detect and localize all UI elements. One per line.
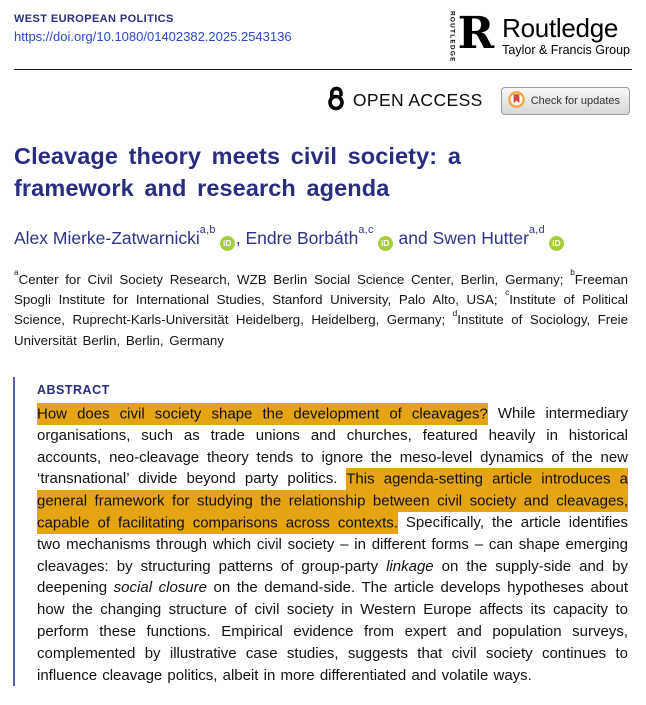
abstract-text — [37, 403, 628, 686]
affiliation-sup: d — [452, 308, 458, 318]
author-name: Endre Borbáth — [245, 228, 359, 249]
open-access-label: OPEN ACCESS — [352, 90, 483, 110]
affiliations — [14, 267, 628, 351]
author-affiliation-sup: a,c — [358, 223, 374, 236]
journal-block — [14, 13, 292, 46]
abstract-highlight: This agenda-setting article introduces a general framework for studying the relationship between civil society and cleavages, capable of facilitating comparisons across contexts. — [37, 468, 628, 534]
affiliation-text: Institute of Political Science, Ruprecht-Karls-Universität Heidelberg, Heidelberg, Germany; — [14, 292, 628, 328]
abstract-segment: on the demand-side. The article develops hypotheses about how the changing structure of civil society in Western Europe affects its capacity to perform these functions. Empirical evidence from expert and population surveys, complemented by illustrative case studies, suggests that civil society continues to influence cleavage politics, albeit in more differentiated and volatile ways. — [37, 579, 628, 684]
check-for-updates-label: Check for updates — [530, 94, 620, 107]
affiliation-text: Center for Civil Society Research, WZB Berlin Social Science Center, Berlin, Germany; — [18, 271, 571, 287]
journal-name: WEST EUROPEAN POLITICS — [14, 13, 174, 25]
orcid-icon[interactable]: iD — [220, 236, 235, 251]
publisher-name: Routledge — [502, 13, 619, 43]
affiliation-text: Institute of Sociology, Freie Universität Berlin, Berlin, Germany — [14, 312, 628, 348]
page-header — [0, 0, 646, 63]
orcid-icon[interactable]: iD — [378, 236, 393, 251]
article-title: Cleavage theory meets civil society: a framework and research agenda — [14, 143, 462, 202]
affiliation-text: Freeman Spogli Institute for International Studies, Stanford University, Palo Alto, USA; — [14, 271, 628, 308]
abstract-segment: Specifically, the article identifies two mechanisms through which civil society – in different forms – can shape emerging cleavages: by structuring patterns of group-party — [37, 514, 628, 575]
header-divider — [14, 69, 632, 70]
authors-line: Alex Mierke-Zatwarnicki$^{a,b}$iD , Endre Borbáth$^{a,c}$iD and Swen Hutter$^{a,d}$iD — [14, 224, 574, 252]
author-name: Swen Hutter — [432, 228, 529, 249]
abstract-highlight: How does civil society shape the development of cleavages? — [37, 403, 488, 425]
routledge-vertical-text: ROUTLEDGE — [448, 11, 456, 63]
access-row — [0, 85, 630, 116]
affiliation-sup: a — [14, 267, 19, 277]
check-for-updates-button[interactable] — [501, 87, 630, 115]
author-affiliation-sup: a,d — [528, 223, 545, 236]
author-name: Alex Mierke-Zatwarnicki — [14, 228, 200, 249]
publisher-logo — [448, 8, 630, 63]
publisher-group: Taylor & Francis Group — [502, 43, 630, 57]
routledge-r-mark: R — [457, 8, 495, 59]
abstract-segment: on the supply-side and by deepening — [37, 557, 628, 597]
publisher-names — [502, 11, 630, 57]
abstract-segment: linkage — [386, 557, 434, 575]
crossmark-icon — [508, 91, 525, 111]
affiliation-sup: b — [570, 267, 575, 277]
abstract-segment: While intermediary organisations, such as trade unions and churches, featured heavily in historical accounts, neo-cleavage theory tends to ignore the meso-level dynamics of the new ‘transnational’ divide beyond party politics. — [37, 405, 628, 488]
abstract-segment: social closure — [113, 579, 207, 597]
doi-link[interactable]: https://doi.org/10.1080/01402382.2025.2543136 — [14, 29, 292, 44]
open-access-badge — [326, 85, 483, 116]
orcid-icon[interactable]: iD — [549, 236, 564, 251]
open-access-lock-icon — [326, 85, 346, 116]
abstract-label: ABSTRACT — [37, 383, 110, 398]
abstract-block — [13, 377, 646, 686]
affiliation-sup: c — [505, 288, 510, 298]
author-affiliation-sup: a,b — [199, 223, 216, 236]
